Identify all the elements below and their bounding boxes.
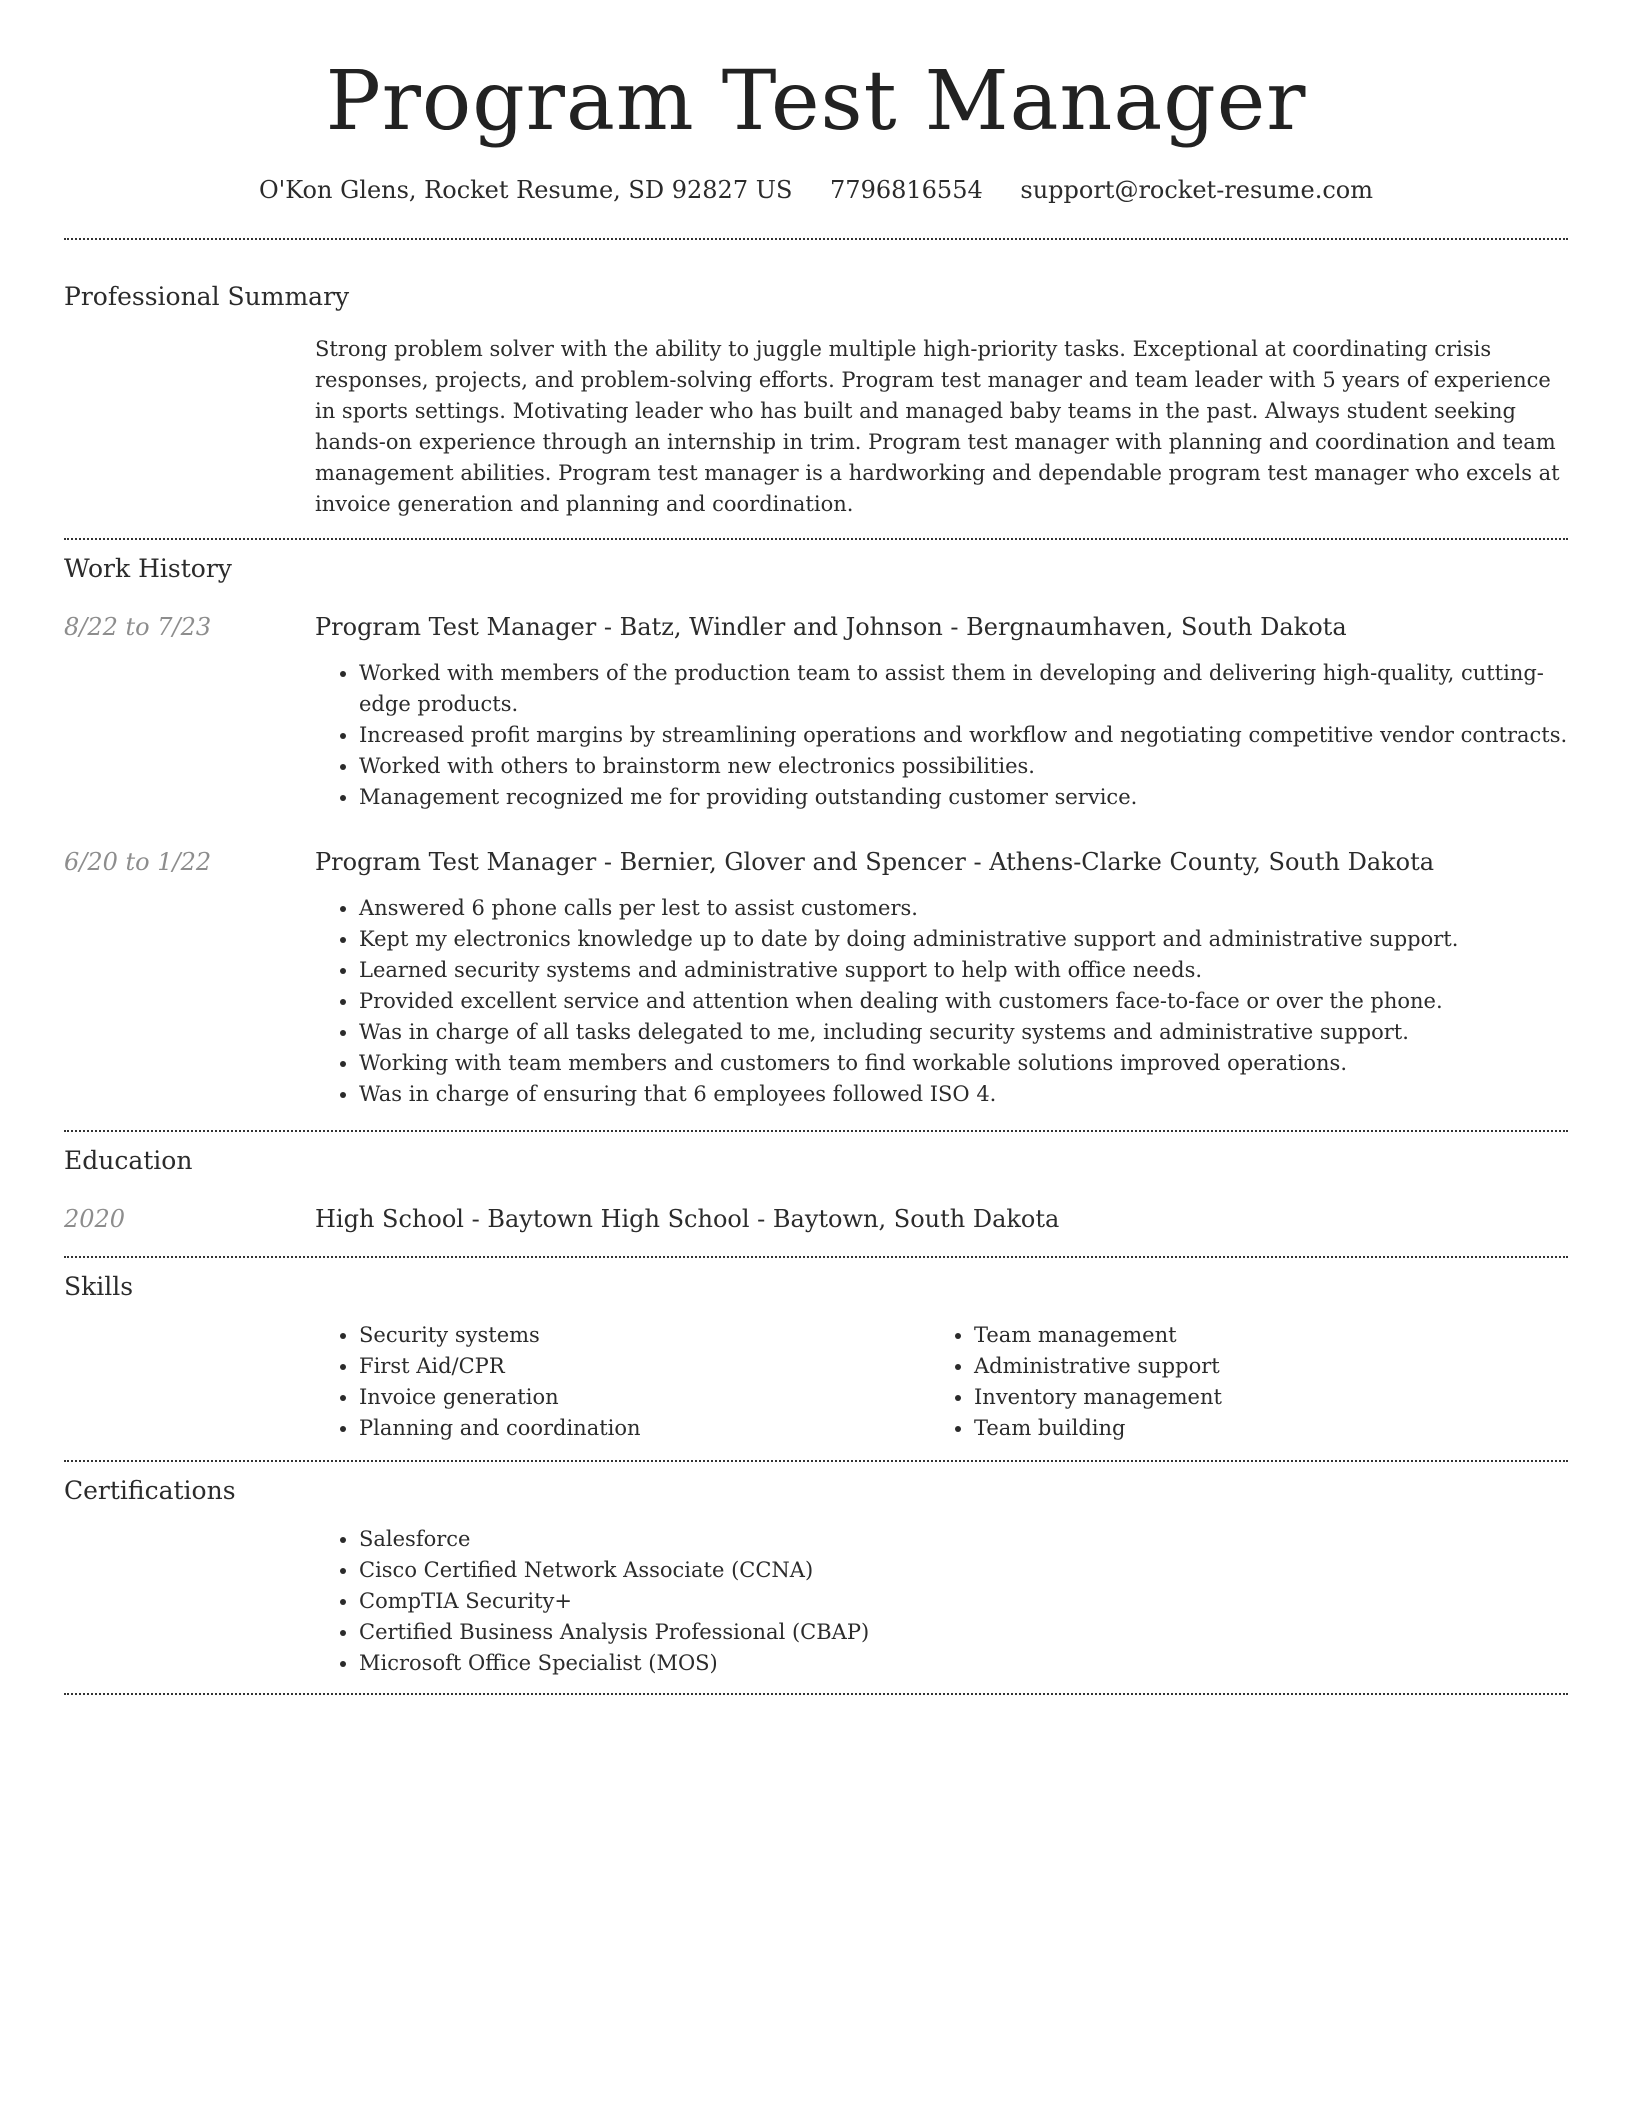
section-divider: [64, 1130, 1568, 1132]
list-item: • Was in charge of all tasks delegated to me, including security systems and administrative support.: [359, 1017, 1568, 1048]
job-title: Program Test Manager: [315, 848, 597, 876]
summary-heading: Professional Summary: [64, 282, 350, 311]
certification-item: • Certified Business Analysis Professional (CBAP): [359, 1617, 1568, 1648]
education-year: 2020: [64, 1205, 126, 1233]
job-dates: 6/20 to 1/22: [64, 848, 212, 876]
list-item: • Worked with others to brainstorm new electronics possibilities.: [359, 751, 1568, 782]
job-dates: 8/22 to 7/23: [64, 613, 212, 641]
job-bullets: [315, 893, 1568, 1110]
certification-item: • Salesforce: [359, 1524, 1568, 1555]
work-history-heading: Work History: [64, 554, 232, 583]
skill-item: • Invoice generation: [359, 1382, 930, 1413]
job-heading: [315, 610, 1347, 644]
certification-item: • Microsoft Office Specialist (MOS): [359, 1648, 1568, 1679]
skill-item: • Planning and coordination: [359, 1413, 930, 1444]
contact-phone: 7796816554: [830, 176, 983, 204]
job-entry: [64, 845, 1568, 1110]
skills-column-right: [930, 1320, 1501, 1444]
education-degree: High School: [315, 1205, 464, 1233]
contact-email: support@rocket-resume.com: [1020, 176, 1373, 204]
job-bullets: [315, 658, 1568, 813]
skill-item: • Administrative support: [974, 1351, 1501, 1382]
list-item: • Learned security systems and administrative support to help with office needs.: [359, 955, 1568, 986]
section-divider: [64, 1256, 1568, 1258]
skills-column-left: [315, 1320, 930, 1444]
certification-item: • CompTIA Security+: [359, 1586, 1568, 1617]
job-employer-location: - Bernier, Glover and Spencer - Athens-Clarke County, South Dakota: [596, 848, 1435, 876]
summary-text: Strong problem solver with the ability to juggle multiple high-priority tasks. Exceptional at coordinating crisis responses, projects, and problem-solving efforts. Program test manager and team leader with 5 years of experience in sports settings. Motivating leader who has built and managed baby teams in the past. Always student seeking hands-on experience through an internship in trim. Program test manager with planning and coordination and team management abilities. Program test manager is a hardworking and dependable program test manager who excels at invoice generation and planning and coordination.: [315, 337, 1560, 516]
job-heading: [315, 845, 1434, 879]
list-item: • Management recognized me for providing outstanding customer service.: [359, 782, 1568, 813]
contact-line: [64, 174, 1568, 206]
education-school-location: - Baytown High School - Baytown, South Dakota: [463, 1205, 1060, 1233]
list-item: • Worked with members of the production team to assist them in developing and delivering high-quality, cutting-edge products.: [359, 658, 1568, 720]
education-heading-line: [315, 1202, 1059, 1236]
candidate-name: Program Test Manager: [325, 54, 1307, 149]
skill-item: • First Aid/CPR: [359, 1351, 930, 1382]
skills-list: [315, 1320, 1568, 1444]
certifications-list: [315, 1524, 1568, 1679]
job-employer-location: - Batz, Windler and Johnson - Bergnaumhaven, South Dakota: [596, 613, 1347, 641]
skill-item: • Inventory management: [974, 1382, 1501, 1413]
certification-item: • Cisco Certified Network Associate (CCNA): [359, 1555, 1568, 1586]
list-item: • Answered 6 phone calls per lest to assist customers.: [359, 893, 1568, 924]
section-divider: [64, 538, 1568, 540]
list-item: • Was in charge of ensuring that 6 employees followed ISO 4.: [359, 1079, 1568, 1110]
list-item: • Working with team members and customers to find workable solutions improved operations.: [359, 1048, 1568, 1079]
skill-item: • Team management: [974, 1320, 1501, 1351]
job-entry: [64, 610, 1568, 813]
list-item: • Increased profit margins by streamlining operations and workflow and negotiating competitive vendor contracts.: [359, 720, 1568, 751]
education-heading: Education: [64, 1146, 193, 1175]
section-divider: [64, 238, 1568, 240]
skill-item: • Security systems: [359, 1320, 930, 1351]
list-item: • Kept my electronics knowledge up to date by doing administrative support and administrative support.: [359, 924, 1568, 955]
education-entry: [64, 1202, 1568, 1236]
job-title: Program Test Manager: [315, 613, 597, 641]
skill-item: • Team building: [974, 1413, 1501, 1444]
section-divider: [64, 1693, 1568, 1695]
section-divider: [64, 1460, 1568, 1462]
skills-heading: Skills: [64, 1272, 134, 1301]
certifications-heading: Certifications: [64, 1476, 236, 1505]
contact-address: O'Kon Glens, Rocket Resume, SD 92827 US: [259, 176, 793, 204]
list-item: • Provided excellent service and attention when dealing with customers face-to-face or over the phone.: [359, 986, 1568, 1017]
